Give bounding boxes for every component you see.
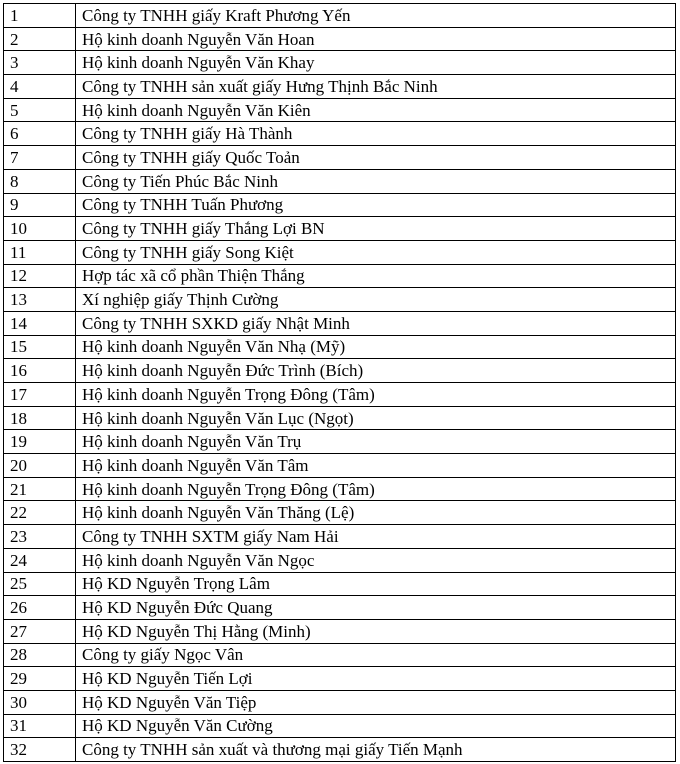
business-name-cell: Hợp tác xã cổ phần Thiện Thắng bbox=[76, 264, 676, 288]
row-number-cell: 5 bbox=[4, 98, 76, 122]
row-number-cell: 2 bbox=[4, 27, 76, 51]
row-number-cell: 29 bbox=[4, 667, 76, 691]
business-name-cell: Công ty TNHH Tuấn Phương bbox=[76, 193, 676, 217]
table-row bbox=[4, 98, 676, 122]
row-number-cell: 25 bbox=[4, 572, 76, 596]
business-name-cell: Hộ kinh doanh Nguyễn Văn Thăng (Lệ) bbox=[76, 501, 676, 525]
table-row bbox=[4, 27, 676, 51]
business-name-cell: Công ty TNHH giấy Quốc Toản bbox=[76, 146, 676, 170]
table-row bbox=[4, 51, 676, 75]
business-name-cell: Công ty TNHH giấy Kraft Phương Yến bbox=[76, 4, 676, 28]
table-row bbox=[4, 193, 676, 217]
business-name-cell: Hộ KD Nguyễn Trọng Lâm bbox=[76, 572, 676, 596]
business-name-cell: Hộ kinh doanh Nguyễn Trọng Đông (Tâm) bbox=[76, 477, 676, 501]
business-name-cell: Hộ KD Nguyễn Văn Cường bbox=[76, 714, 676, 738]
table-row bbox=[4, 430, 676, 454]
business-name-cell: Hộ kinh doanh Nguyễn Văn Nhạ (Mỹ) bbox=[76, 335, 676, 359]
business-name-cell: Hộ kinh doanh Nguyễn Đức Trình (Bích) bbox=[76, 359, 676, 383]
business-name-cell: Công ty TNHH giấy Song Kiệt bbox=[76, 240, 676, 264]
business-name-cell: Hộ KD Nguyễn Thị Hằng (Minh) bbox=[76, 619, 676, 643]
table-row bbox=[4, 406, 676, 430]
table-row bbox=[4, 122, 676, 146]
row-number-cell: 11 bbox=[4, 240, 76, 264]
row-number-cell: 24 bbox=[4, 548, 76, 572]
table-row bbox=[4, 240, 676, 264]
business-name-cell: Hộ KD Nguyễn Văn Tiệp bbox=[76, 690, 676, 714]
row-number-cell: 32 bbox=[4, 738, 76, 762]
row-number-cell: 19 bbox=[4, 430, 76, 454]
business-name-cell: Xí nghiệp giấy Thịnh Cường bbox=[76, 288, 676, 312]
table-body bbox=[4, 4, 676, 762]
table-row bbox=[4, 643, 676, 667]
row-number-cell: 26 bbox=[4, 596, 76, 620]
business-name-cell: Hộ KD Nguyễn Tiến Lợi bbox=[76, 667, 676, 691]
row-number-cell: 1 bbox=[4, 4, 76, 28]
table-row bbox=[4, 501, 676, 525]
table-row bbox=[4, 572, 676, 596]
business-list-table bbox=[3, 3, 676, 762]
table-row bbox=[4, 383, 676, 407]
table-row bbox=[4, 690, 676, 714]
table-row bbox=[4, 4, 676, 28]
row-number-cell: 21 bbox=[4, 477, 76, 501]
row-number-cell: 22 bbox=[4, 501, 76, 525]
row-number-cell: 16 bbox=[4, 359, 76, 383]
row-number-cell: 15 bbox=[4, 335, 76, 359]
row-number-cell: 14 bbox=[4, 311, 76, 335]
business-name-cell: Công ty TNHH SXKD giấy Nhật Minh bbox=[76, 311, 676, 335]
business-name-cell: Công ty TNHH SXTM giấy Nam Hải bbox=[76, 525, 676, 549]
table-row bbox=[4, 169, 676, 193]
table-row bbox=[4, 311, 676, 335]
table-row bbox=[4, 667, 676, 691]
business-name-cell: Công ty TNHH giấy Hà Thành bbox=[76, 122, 676, 146]
table-row bbox=[4, 619, 676, 643]
table-row bbox=[4, 454, 676, 478]
business-name-cell: Hộ kinh doanh Nguyễn Văn Kiên bbox=[76, 98, 676, 122]
table-row bbox=[4, 335, 676, 359]
row-number-cell: 7 bbox=[4, 146, 76, 170]
row-number-cell: 31 bbox=[4, 714, 76, 738]
row-number-cell: 10 bbox=[4, 217, 76, 241]
row-number-cell: 17 bbox=[4, 383, 76, 407]
table-row bbox=[4, 525, 676, 549]
table-row bbox=[4, 288, 676, 312]
business-name-cell: Hộ kinh doanh Nguyễn Văn Trụ bbox=[76, 430, 676, 454]
business-name-cell: Hộ kinh doanh Nguyễn Văn Lục (Ngọt) bbox=[76, 406, 676, 430]
business-name-cell: Hộ kinh doanh Nguyễn Văn Hoan bbox=[76, 27, 676, 51]
row-number-cell: 8 bbox=[4, 169, 76, 193]
table-row bbox=[4, 714, 676, 738]
row-number-cell: 23 bbox=[4, 525, 76, 549]
row-number-cell: 4 bbox=[4, 75, 76, 99]
business-name-cell: Hộ kinh doanh Nguyễn Văn Khay bbox=[76, 51, 676, 75]
table-row bbox=[4, 217, 676, 241]
row-number-cell: 9 bbox=[4, 193, 76, 217]
business-name-cell: Hộ kinh doanh Nguyễn Văn Ngọc bbox=[76, 548, 676, 572]
business-name-cell: Công ty giấy Ngọc Vân bbox=[76, 643, 676, 667]
business-name-cell: Hộ KD Nguyễn Đức Quang bbox=[76, 596, 676, 620]
business-name-cell: Hộ kinh doanh Nguyễn Trọng Đông (Tâm) bbox=[76, 383, 676, 407]
row-number-cell: 27 bbox=[4, 619, 76, 643]
table-row bbox=[4, 548, 676, 572]
business-name-cell: Hộ kinh doanh Nguyễn Văn Tâm bbox=[76, 454, 676, 478]
row-number-cell: 13 bbox=[4, 288, 76, 312]
table-row bbox=[4, 359, 676, 383]
business-name-cell: Công ty TNHH sản xuất và thương mại giấy Tiến Mạnh bbox=[76, 738, 676, 762]
table-row bbox=[4, 738, 676, 762]
row-number-cell: 30 bbox=[4, 690, 76, 714]
row-number-cell: 20 bbox=[4, 454, 76, 478]
row-number-cell: 6 bbox=[4, 122, 76, 146]
row-number-cell: 12 bbox=[4, 264, 76, 288]
row-number-cell: 18 bbox=[4, 406, 76, 430]
business-name-cell: Công ty TNHH giấy Thắng Lợi BN bbox=[76, 217, 676, 241]
table-row bbox=[4, 146, 676, 170]
table-row bbox=[4, 75, 676, 99]
business-name-cell: Công ty Tiến Phúc Bắc Ninh bbox=[76, 169, 676, 193]
row-number-cell: 3 bbox=[4, 51, 76, 75]
row-number-cell: 28 bbox=[4, 643, 76, 667]
business-name-cell: Công ty TNHH sản xuất giấy Hưng Thịnh Bắc Ninh bbox=[76, 75, 676, 99]
table-row bbox=[4, 477, 676, 501]
table-row bbox=[4, 264, 676, 288]
table-row bbox=[4, 596, 676, 620]
